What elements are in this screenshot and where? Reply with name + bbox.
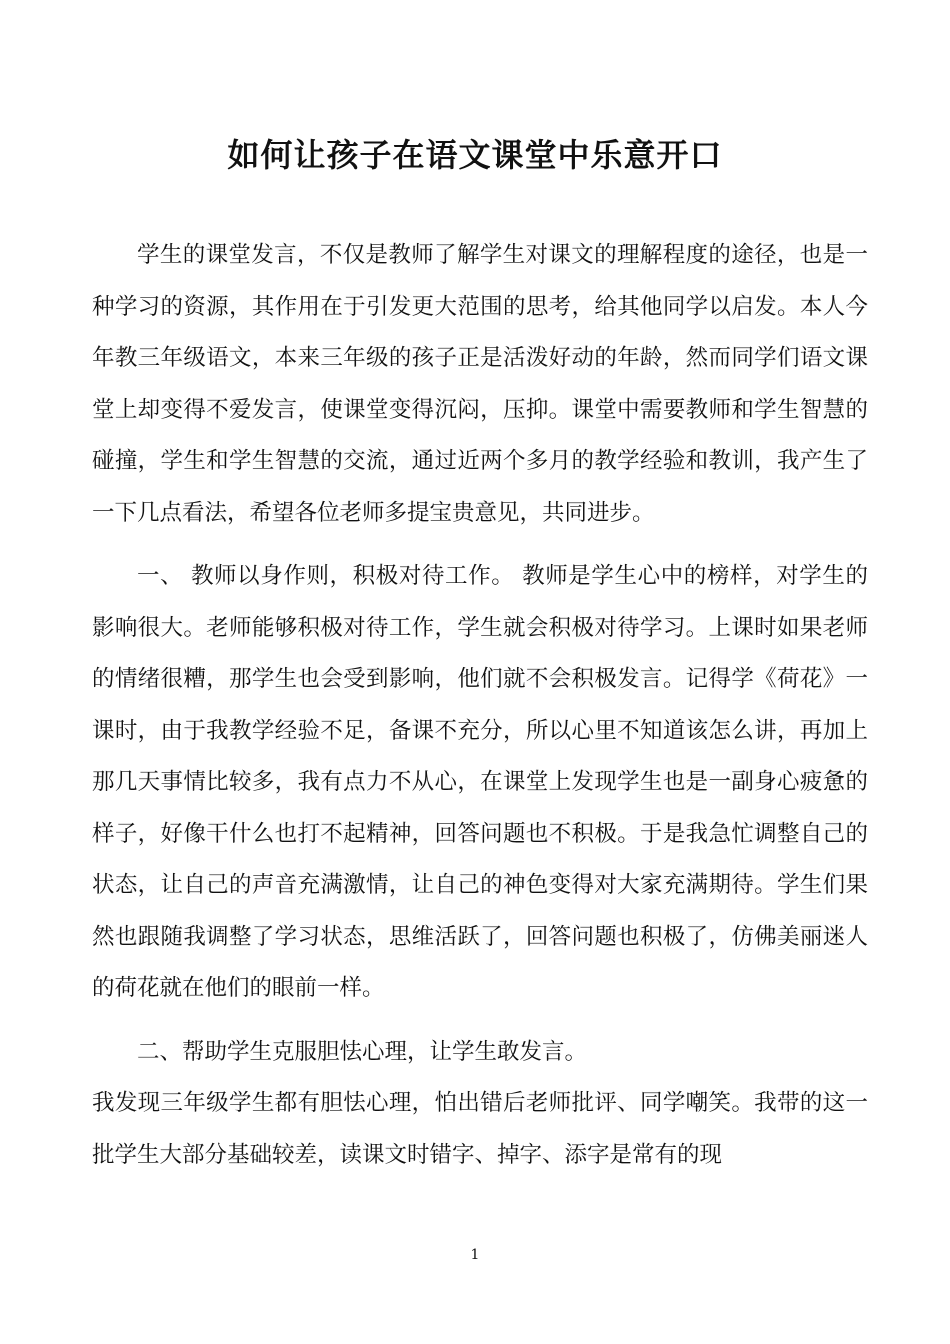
paragraph-intro: 学生的课堂发言，不仅是教师了解学生对课文的理解程度的途径，也是一种学习的资源，其作用在于引发更大范围的思考，给其他同学以启发。本人今年教三年级语文，本来三年级的孩子正是活泼好动的年龄，然而同学们语文课堂上却变得不爱发言，使课堂变得沉闷，压抑。课堂中需要教师和学生智慧的碰撞，学生和学生智慧的交流，通过近两个多月的教学经验和教训，我产生了一下几点看法，希望各位老师多提宝贵意见，共同进步。: [92, 242, 868, 526]
paragraph-section-two-body: 我发现三年级学生都有胆怯心理，怕出错后老师批评、同学嘲笑。我带的这一批学生大部分基础较差，读课文时错字、掉字、添字是常有的现: [92, 1090, 868, 1168]
page-number: 1: [470, 1247, 480, 1263]
paragraph-section-two-heading: 二、帮助学生克服胆怯心理，让学生敢发言。: [137, 1038, 588, 1065]
paragraph-section-one: 一、 教师以身作则，积极对待工作。 教师是学生心中的榜样，对学生的影响很大。老师能够积极对待工作，学生就会积极对待学习。上课时如果老师的情绪很糟，那学生也会受到影响，他们就不会积极发言。记得学《荷花》一课时，由于我教学经验不足，备课不充分，所以心里不知道该怎么讲，再加上那几天事情比较多，我有点力不从心，在课堂上发现学生也是一副身心疲惫的样子，好像干什么也打不起精神，回答问题也不积极。于是我急忙调整自己的状态，让自己的声音充满激情，让自己的神色变得对大家充满期待。学生们果然也跟随我调整了学习状态，思维活跃了，回答问题也积极了，仿佛美丽迷人的荷花就在他们的眼前一样。: [92, 563, 868, 1001]
document-body: [92, 230, 868, 1181]
document-title: 如何让孩子在语文课堂中乐意开口: [227, 136, 723, 174]
